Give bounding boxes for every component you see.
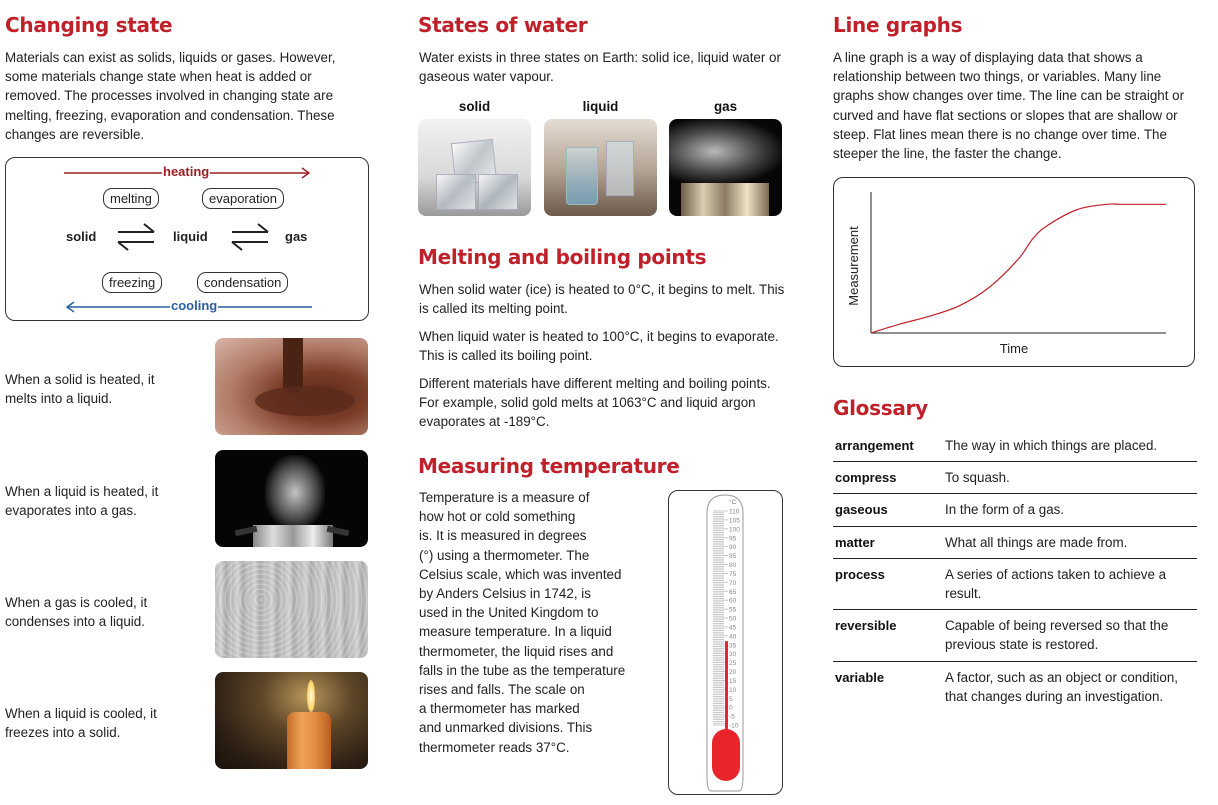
thermometer-scale-label: -5: [729, 713, 735, 721]
equilibrium-arrow-icon: [230, 222, 270, 252]
cooling-label: cooling: [171, 298, 218, 313]
temp-text-line: Temperature is a measure of: [419, 490, 590, 505]
glossary-definition: A series of actions taken to achieve a result.: [945, 566, 1167, 602]
glossary-row: [833, 430, 1197, 462]
freezing-pill: freezing: [102, 272, 162, 293]
row-text-condensing: When a gas is cooled, it condenses into a liquid.: [5, 595, 148, 630]
glossary-term: variable: [835, 669, 885, 685]
water-state-label-solid: solid: [458, 99, 491, 114]
temp-text-line: (°) using a thermometer. The: [419, 547, 590, 563]
temp-text-line: and unmarked divisions. This: [419, 720, 593, 736]
melting-boiling-title: Melting and boiling points: [418, 245, 707, 269]
glossary-term: matter: [835, 534, 875, 550]
states-of-water-intro: Water exists in three states on Earth: solid ice, liquid water or gaseous water vapour.: [419, 50, 781, 85]
thermometer-scale-label: 85: [729, 553, 737, 561]
glossary-term: reversible: [835, 618, 897, 634]
thermometer-scale-label: 0: [729, 704, 733, 712]
thermometer-scale-label: 90: [729, 544, 737, 552]
state-liquid: liquid: [173, 229, 208, 244]
measuring-temperature-text: [419, 488, 659, 757]
thermometer-unit: °C: [729, 499, 737, 506]
thermometer-liquid-column: [725, 641, 728, 731]
x-axis-label: Time: [999, 341, 1029, 356]
thermometer-icon: [669, 491, 782, 794]
water-state-label-gas: gas: [713, 99, 738, 114]
measuring-temperature-title: Measuring temperature: [418, 454, 680, 478]
glossary-definition: What all things are made from.: [945, 534, 1128, 550]
row-text-evaporating: When a liquid is heated, it evaporates into a gas.: [5, 484, 159, 519]
thermometer-scale-label: 35: [729, 642, 737, 650]
glossary-title: Glossary: [833, 396, 928, 420]
thermometer-scale-label: 55: [729, 606, 737, 614]
glossary-term: arrangement: [835, 438, 914, 453]
glossary-row: [833, 559, 1197, 610]
temp-text-line: thermometer, the liquid rises and: [419, 643, 614, 659]
line-graphs-title: Line graphs: [833, 13, 963, 37]
glossary-row: [833, 662, 1197, 712]
water-state-label-liquid: liquid: [582, 99, 619, 114]
glossary-term: process: [835, 566, 885, 582]
glossary-definition: The way in which things are placed.: [945, 438, 1158, 453]
glossary-term: compress: [835, 470, 897, 486]
thermometer-scale-label: 45: [729, 624, 737, 632]
thermometer-scale-label: 105: [729, 517, 740, 525]
series-line-measurement: [871, 204, 1166, 333]
state-solid: solid: [66, 229, 97, 244]
thermometer-scale-label: -10: [729, 722, 739, 730]
glossary-definition: To squash.: [945, 470, 1010, 486]
thermometer-scale-label: 70: [729, 579, 737, 587]
thermometer-scale-label: 50: [729, 615, 737, 623]
states-of-water-title: States of water: [418, 13, 588, 37]
glossary-table: [833, 430, 1197, 712]
thermometer-scale-label: 15: [729, 677, 737, 685]
temp-text-line: thermometer reads 37°C.: [419, 739, 570, 755]
temp-text-line: used in the United Kingdom to: [419, 605, 599, 621]
melting-pill: melting: [103, 188, 159, 209]
thermometer-scale-label: 65: [729, 588, 737, 596]
candle-image: [215, 672, 368, 769]
thermometer-scale-label: 110: [729, 508, 740, 516]
ice-cubes-image: [418, 119, 531, 216]
thermometer-scale-label: 10: [729, 686, 737, 694]
changing-state-intro: Materials can exist as solids, liquids or gases. However, some materials change state when heat is added or removed. The processes involved in changing state are melting, freezing, evaporation and condensation. These changes are reversible.: [5, 50, 336, 142]
glass-of-water-image: [544, 119, 657, 216]
state-change-diagram: [5, 157, 369, 321]
line-graph-chart: [834, 178, 1194, 366]
thermometer-scale-label: 95: [729, 535, 737, 543]
line-graphs-intro: A line graph is a way of displaying data that shows a relationship between two things, or variables. Many line graphs show changes over time. The line can be straight or curved and have flat sections or slopes that are shallow or steep. Flat lines mean there is no change over time. The steeper the line, the faster the change.: [833, 50, 1185, 162]
melting-point-paragraph: When solid water (ice) is heated to 0°C, it begins to melt. This is called its melting point.: [419, 282, 785, 317]
temp-text-line: falls in the tube as the temperature: [419, 662, 626, 678]
glossary-row: [833, 494, 1197, 526]
condensation-image: [215, 561, 368, 658]
thermometer-scale-label: 25: [729, 660, 737, 668]
state-gas: gas: [285, 229, 308, 244]
row-text-freezing: When a liquid is cooled, it freezes into a solid.: [5, 706, 157, 741]
temp-text-line: by Anders Celsius in 1742, is: [419, 586, 591, 602]
materials-paragraph: Different materials have different melting and boiling points. For example, solid gold melts at 1063°C and liquid argon evaporates at -189°C.: [419, 376, 771, 430]
thermometer-scale-label: 60: [729, 597, 737, 605]
glossary-row: [833, 527, 1197, 559]
thermometer-panel: [668, 490, 783, 795]
thermometer-bulb: [712, 729, 740, 781]
thermometer-scale-label: 20: [729, 669, 737, 676]
temp-text-line: measure temperature. In a liquid: [419, 624, 612, 640]
y-axis-label: Measurement: [846, 226, 861, 306]
evaporation-pill: evaporation: [202, 188, 284, 209]
glossary-definition: In the form of a gas.: [945, 502, 1065, 518]
temp-text-line: rises and falls. The scale on: [419, 682, 585, 698]
boiling-pot-image: [669, 119, 782, 216]
thermometer-scale-label: 30: [729, 651, 737, 659]
temp-text-line: how hot or cold something: [419, 509, 576, 525]
boiling-point-paragraph: When liquid water is heated to 100°C, it begins to evaporate. This is called its boiling point.: [419, 329, 779, 364]
line-graph-panel: [833, 177, 1195, 367]
temp-text-line: is. It is measured in degrees: [419, 528, 587, 544]
thermometer-scale-label: 100: [729, 526, 740, 534]
row-text-melting: When a solid is heated, it melts into a liquid.: [5, 372, 155, 407]
equilibrium-arrow-icon: [116, 222, 156, 252]
melted-chocolate-image: [215, 338, 368, 435]
glossary-row: [833, 462, 1197, 494]
thermometer-scale-label: 5: [729, 695, 733, 703]
temp-text-line: Celsius scale, which was invented: [419, 566, 622, 582]
glossary-row: [833, 610, 1197, 661]
condensation-pill: condensation: [197, 272, 288, 293]
steaming-pot-image: [215, 450, 368, 547]
thermometer-scale-label: 80: [729, 562, 737, 569]
glossary-definition: Capable of being reversed so that the previous state is restored.: [945, 618, 1169, 653]
glossary-definition: A factor, such as an object or condition, that changes during an investigation.: [945, 669, 1178, 704]
thermometer-scale-label: 40: [729, 633, 737, 641]
temp-text-line: a thermometer has marked: [419, 701, 580, 717]
thermometer-scale-label: 75: [729, 570, 737, 578]
glossary-term: gaseous: [835, 502, 888, 518]
changing-state-title: Changing state: [5, 13, 173, 37]
heating-label: heating: [163, 164, 210, 179]
